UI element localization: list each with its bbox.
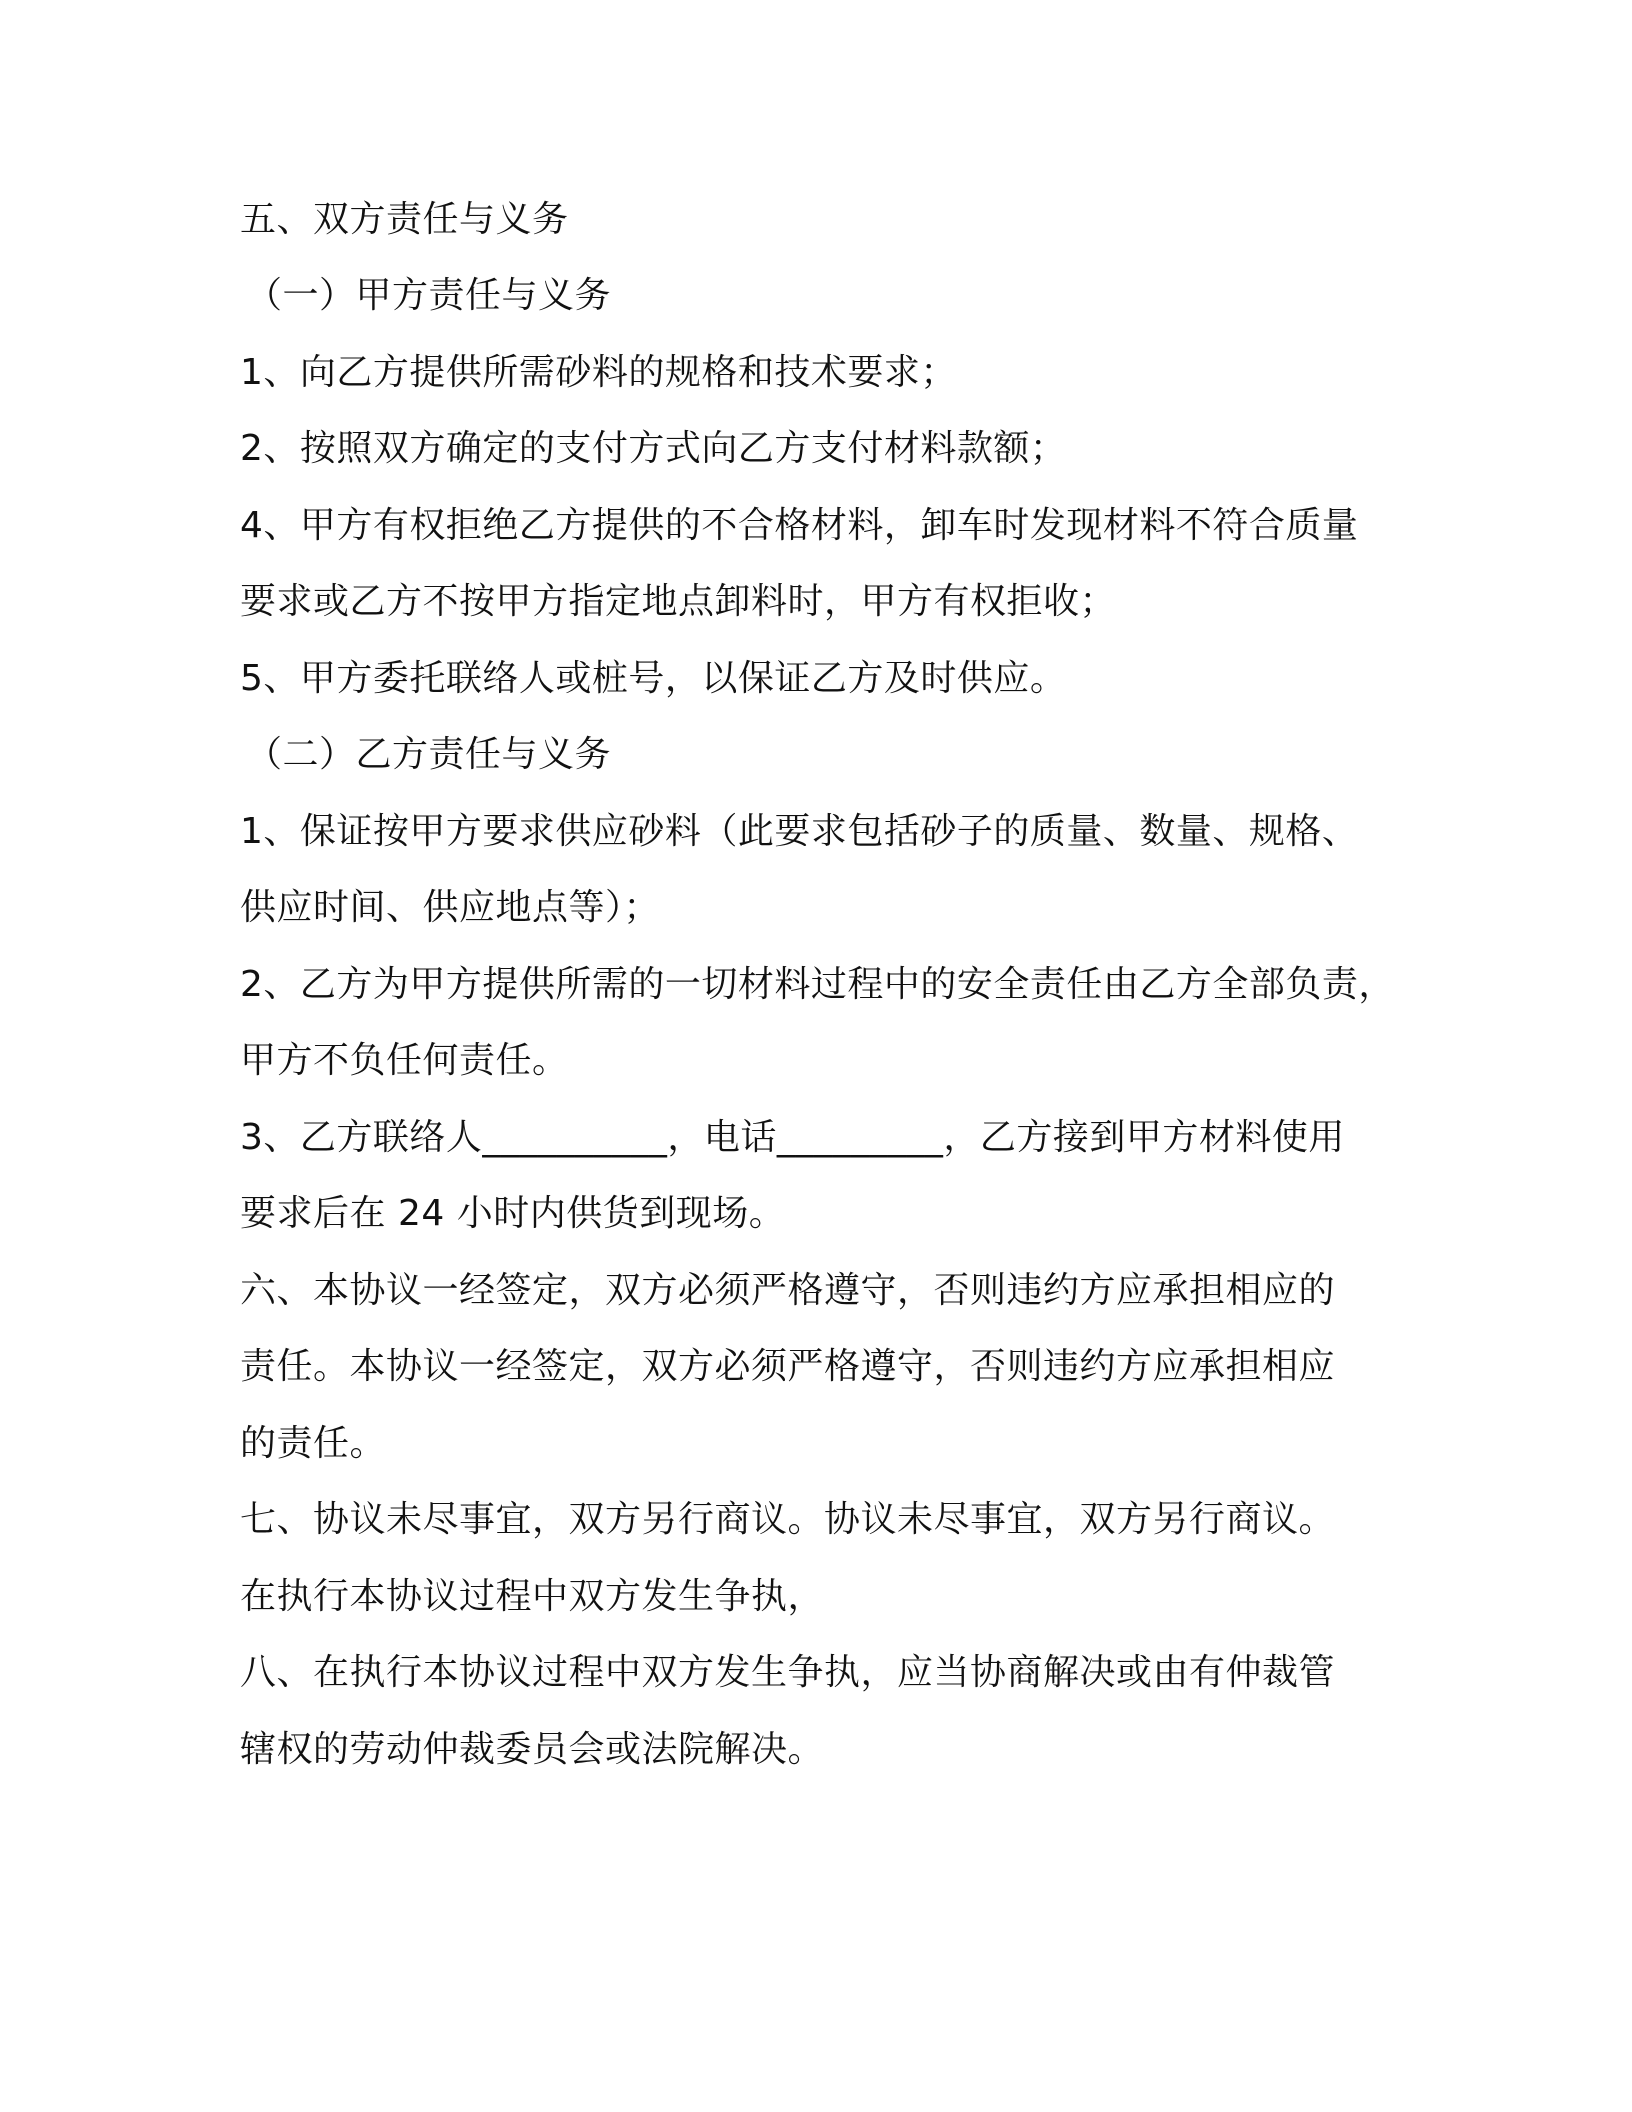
subsection-heading-party-a: （一）甲方责任与义务 <box>246 275 612 316</box>
section-heading-5: 五、双方责任与义务 <box>240 199 569 240</box>
paragraph-line: 供应时间、供应地点等）； <box>240 887 661 928</box>
paragraph-line: 1、向乙方提供所需砂料的规格和技术要求； <box>240 352 957 393</box>
paragraph-line: 3、乙方联络人__________，电话_________，乙方接到甲方材料使用 <box>240 1117 1345 1158</box>
subsection-heading-party-b: （二）乙方责任与义务 <box>246 734 612 775</box>
section-heading-7: 七、协议未尽事宜，双方另行商议。协议未尽事宜，双方另行商议。 <box>240 1499 1336 1540</box>
paragraph-line: 要求后在 24 小时内供货到现场。 <box>240 1193 786 1234</box>
section-heading-8: 八、在执行本协议过程中双方发生争执，应当协商解决或由有仲裁管 <box>240 1652 1336 1693</box>
paragraph-line: 辖权的劳动仲裁委员会或法院解决。 <box>240 1729 825 1770</box>
paragraph-line: 的责任。 <box>240 1423 387 1464</box>
paragraph-line: 要求或乙方不按甲方指定地点卸料时，甲方有权拒收； <box>240 581 1117 622</box>
paragraph-line: 2、乙方为甲方提供所需的一切材料过程中的安全责任由乙方全部负责， <box>240 964 1395 1005</box>
paragraph-line: 5、甲方委托联络人或桩号，以保证乙方及时供应。 <box>240 658 1067 699</box>
paragraph-line: 责任。本协议一经签定，双方必须严格遵守，否则违约方应承担相应 <box>240 1346 1336 1387</box>
paragraph-line: 2、按照双方确定的支付方式向乙方支付材料款额； <box>240 428 1067 469</box>
paragraph-line: 1、保证按甲方要求供应砂料（此要求包括砂子的质量、数量、规格、 <box>240 811 1359 852</box>
paragraph-line: 4、甲方有权拒绝乙方提供的不合格材料，卸车时发现材料不符合质量 <box>240 505 1359 546</box>
paragraph-line: 在执行本协议过程中双方发生争执， <box>240 1576 825 1617</box>
section-heading-6: 六、本协议一经签定，双方必须严格遵守，否则违约方应承担相应的 <box>240 1270 1336 1311</box>
paragraph-line: 甲方不负任何责任。 <box>240 1040 569 1081</box>
